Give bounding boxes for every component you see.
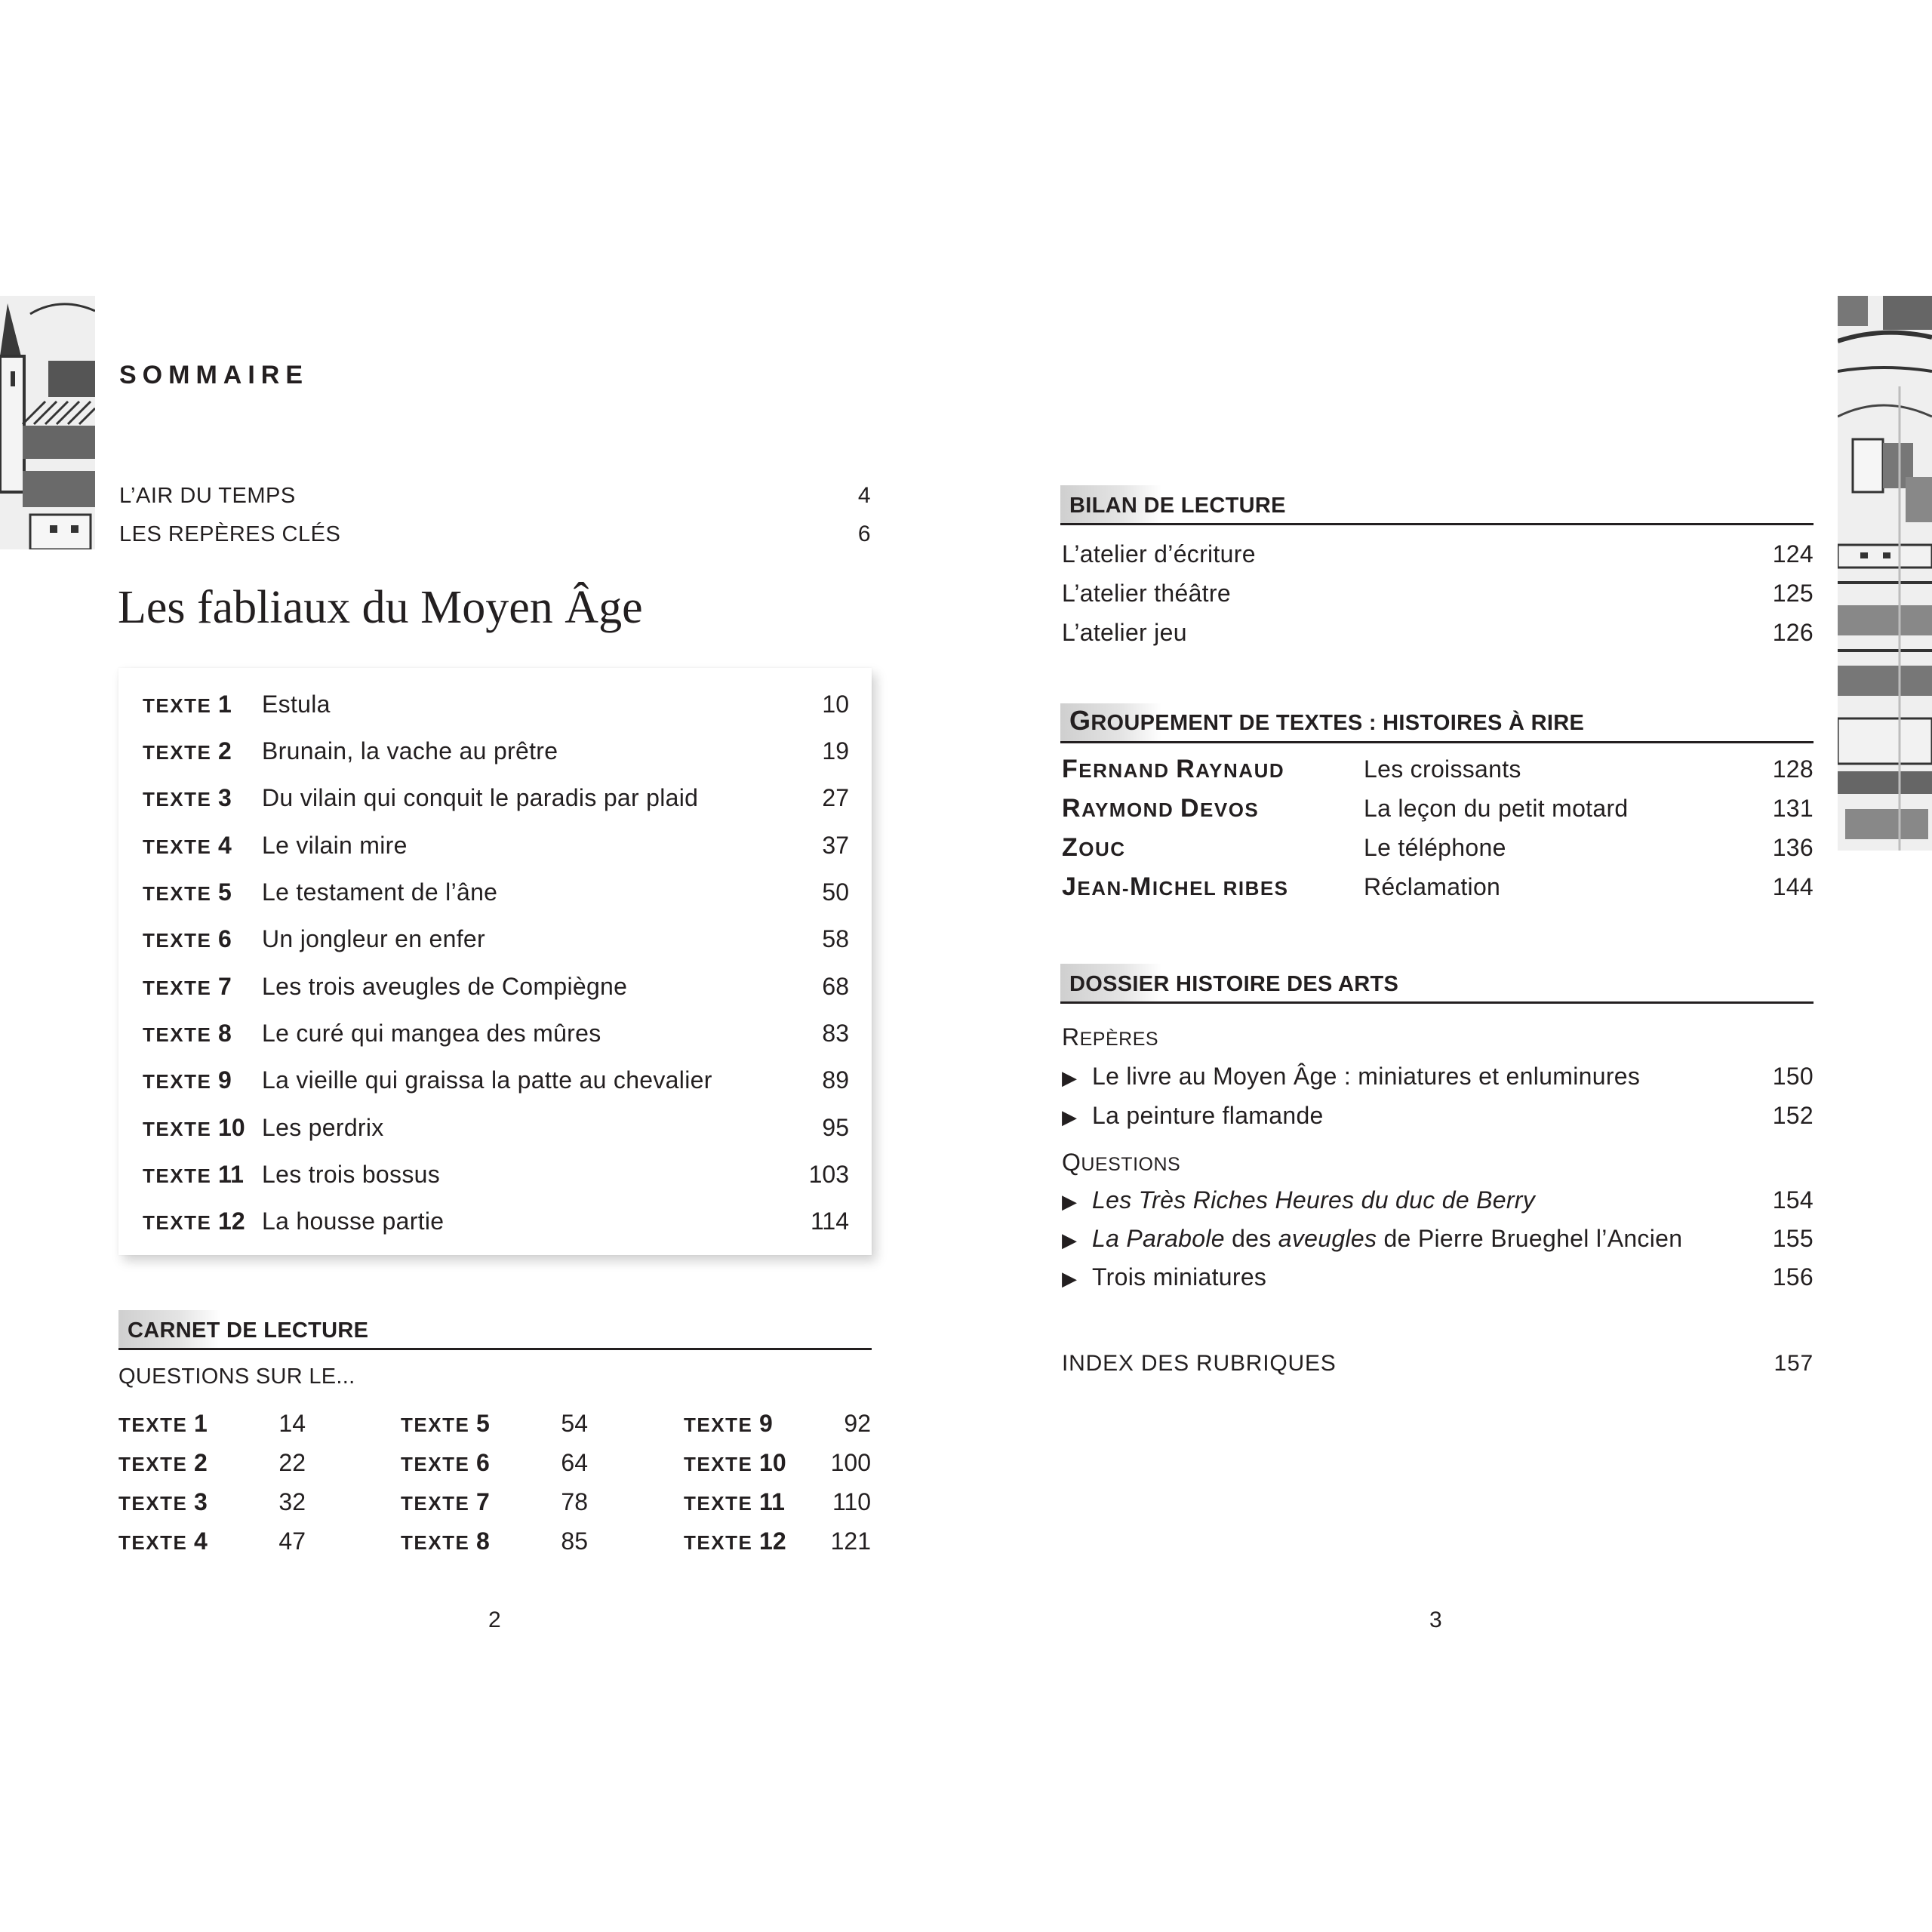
text-title: Les perdrix: [262, 1114, 384, 1141]
triangle-bullet-icon: ▶: [1062, 1190, 1078, 1213]
carnet-entry-9[interactable]: TEXTE 9 92: [684, 1410, 871, 1437]
carnet-entry-5[interactable]: TEXTE 5 54: [401, 1410, 588, 1437]
text-entry-9[interactable]: TEXTE 9 La vieille qui graissa la patte au chevalier 89: [143, 1066, 849, 1094]
text-page: 83: [822, 1020, 849, 1047]
author-name: JEAN-MICHEL RIBES: [1062, 872, 1289, 901]
text-page: 114: [810, 1208, 849, 1235]
woodcut-illustration-left: [0, 296, 95, 549]
groupement-de-textes-header: [1060, 703, 1814, 743]
text-page: 95: [822, 1114, 849, 1141]
woodcut-town-icon: [0, 296, 95, 549]
toc-entry-air-du-temps[interactable]: [119, 483, 871, 509]
text-title: Brunain, la vache au prêtre: [262, 737, 558, 764]
carnet-entry-8[interactable]: TEXTE 8 85: [401, 1527, 588, 1555]
text-entry-1[interactable]: TEXTE 1 Estula 10: [143, 691, 849, 718]
text-entry-10[interactable]: TEXTE 10 Les perdrix 95: [143, 1114, 849, 1141]
texts-card: [118, 668, 872, 1255]
triangle-bullet-icon: ▶: [1062, 1066, 1078, 1089]
text-entry-11[interactable]: TEXTE 11 Les trois bossus 103: [143, 1161, 849, 1188]
toc-page: 4: [857, 483, 871, 508]
triangle-bullet-icon: ▶: [1062, 1229, 1078, 1251]
dossier-entry-peinture-flamande[interactable]: ▶ La peinture flamande 152: [1062, 1102, 1814, 1129]
bilan-entry-theatre[interactable]: L’atelier théâtre 125: [1062, 580, 1814, 607]
page-number-right: 3: [1429, 1607, 1442, 1632]
text-page: 103: [808, 1161, 849, 1188]
section-title: BILAN DE LECTURE: [1069, 494, 1286, 518]
text-entry-3[interactable]: TEXTE 3 Du vilain qui conquit le paradis par plaid 27: [143, 784, 849, 811]
carnet-entry-7[interactable]: TEXTE 7 78: [401, 1488, 588, 1515]
groupement-entry-zouc[interactable]: ZOUC Le téléphone 136: [1062, 833, 1814, 862]
carnet-entry-11[interactable]: TEXTE 11 110: [684, 1488, 871, 1515]
text-entry-2[interactable]: TEXTE 2 Brunain, la vache au prêtre 19: [143, 737, 849, 764]
section-title: GROUPEMENT DE TEXTES : HISTOIRES À RIRE: [1069, 705, 1585, 736]
bilan-de-lecture-header: [1060, 485, 1814, 525]
bilan-entry-jeu[interactable]: L’atelier jeu 126: [1062, 619, 1814, 646]
carnet-entry-2[interactable]: TEXTE 2 22: [118, 1449, 306, 1476]
text-page: 27: [822, 784, 849, 811]
book-title: Les fabliaux du Moyen Âge: [118, 582, 643, 633]
text-title: Les trois aveugles de Compiègne: [262, 973, 628, 1000]
carnet-entry-6[interactable]: TEXTE 6 64: [401, 1449, 588, 1476]
text-page: 58: [822, 925, 849, 952]
carnet-entry-3[interactable]: TEXTE 3 32: [118, 1488, 306, 1515]
text-entry-8[interactable]: TEXTE 8 Le curé qui mangea des mûres 83: [143, 1020, 849, 1047]
text-entry-4[interactable]: TEXTE 4 Le vilain mire 37: [143, 832, 849, 859]
reperes-subheading: REPÈRES: [1062, 1023, 1159, 1051]
text-page: 50: [822, 878, 849, 906]
groupement-entry-ribes[interactable]: JEAN-MICHEL RIBES Réclamation 144: [1062, 872, 1814, 901]
bilan-entry-ecriture[interactable]: L’atelier d’écriture 124: [1062, 540, 1814, 568]
text-title: Estula: [262, 691, 331, 718]
dossier-entry-parabole-aveugles[interactable]: ▶ La Parabole des aveugles de Pierre Brueghel l’Ancien 155: [1062, 1225, 1814, 1252]
text-title: Un jongleur en enfer: [262, 925, 485, 952]
woodcut-illustration-right: [1838, 296, 1932, 851]
text-title: La vieille qui graissa la patte au chevalier: [262, 1066, 712, 1094]
carnet-entry-1[interactable]: TEXTE 1 14: [118, 1410, 306, 1437]
text-page: 19: [822, 737, 849, 764]
page-number-left: 2: [488, 1607, 501, 1632]
dossier-histoire-des-arts-header: [1060, 964, 1814, 1004]
groupement-entry-devos[interactable]: RAYMOND DEVOS La leçon du petit motard 131: [1062, 794, 1814, 823]
questions-subheading: QUESTIONS: [1062, 1149, 1181, 1176]
text-page: 68: [822, 973, 849, 1000]
text-entry-7[interactable]: TEXTE 7 Les trois aveugles de Compiègne 68: [143, 973, 849, 1000]
toc-page: 6: [857, 521, 871, 546]
text-title: Les trois bossus: [262, 1161, 441, 1188]
text-title: Du vilain qui conquit le paradis par plaid: [262, 784, 699, 811]
text-title: Le curé qui mangea des mûres: [262, 1020, 601, 1047]
woodcut-city-icon: [1838, 296, 1932, 851]
text-title: La housse partie: [262, 1208, 445, 1235]
triangle-bullet-icon: ▶: [1062, 1267, 1078, 1290]
text-page: 37: [822, 832, 849, 859]
carnet-entry-12[interactable]: TEXTE 12 121: [684, 1527, 871, 1555]
carnet-entry-10[interactable]: TEXTE 10 100: [684, 1449, 871, 1476]
sommaire-heading: SOMMAIRE: [119, 361, 309, 389]
carnet-entry-4[interactable]: TEXTE 4 47: [118, 1527, 306, 1555]
toc-label: LES REPÈRES CLÉS: [119, 522, 341, 546]
groupement-entry-raynaud[interactable]: FERNAND RAYNAUD Les croissants 128: [1062, 755, 1814, 783]
dossier-entry-trois-miniatures[interactable]: ▶ Trois miniatures 156: [1062, 1263, 1814, 1291]
dossier-entry-tres-riches-heures[interactable]: ▶ Les Très Riches Heures du duc de Berry 154: [1062, 1186, 1814, 1214]
triangle-bullet-icon: ▶: [1062, 1106, 1078, 1128]
author-name: FERNAND RAYNAUD: [1062, 755, 1285, 783]
text-entry-12[interactable]: TEXTE 12 La housse partie 114: [143, 1208, 849, 1235]
toc-entry-reperes-cles[interactable]: [119, 521, 871, 547]
text-entry-6[interactable]: TEXTE 6 Un jongleur en enfer 58: [143, 925, 849, 952]
dossier-entry-livre-moyen-age[interactable]: ▶ Le livre au Moyen Âge : miniatures et enluminures 150: [1062, 1063, 1814, 1090]
questions-subheading: QUESTIONS SUR LE...: [118, 1364, 355, 1389]
text-title: Le testament de l’âne: [262, 878, 498, 906]
toc-label: L’AIR DU TEMPS: [119, 484, 296, 508]
section-title: CARNET DE LECTURE: [128, 1318, 369, 1343]
text-page: 10: [822, 691, 849, 718]
author-name: ZOUC: [1062, 833, 1126, 862]
author-name: RAYMOND DEVOS: [1062, 794, 1260, 823]
text-entry-5[interactable]: TEXTE 5 Le testament de l’âne 50: [143, 878, 849, 906]
text-title: Le vilain mire: [262, 832, 408, 859]
index-des-rubriques-entry[interactable]: INDEX DES RUBRIQUES 157: [1062, 1351, 1814, 1376]
section-title: DOSSIER HISTOIRE DES ARTS: [1069, 972, 1399, 996]
carnet-de-lecture-header: [118, 1310, 872, 1350]
text-page: 89: [822, 1066, 849, 1094]
